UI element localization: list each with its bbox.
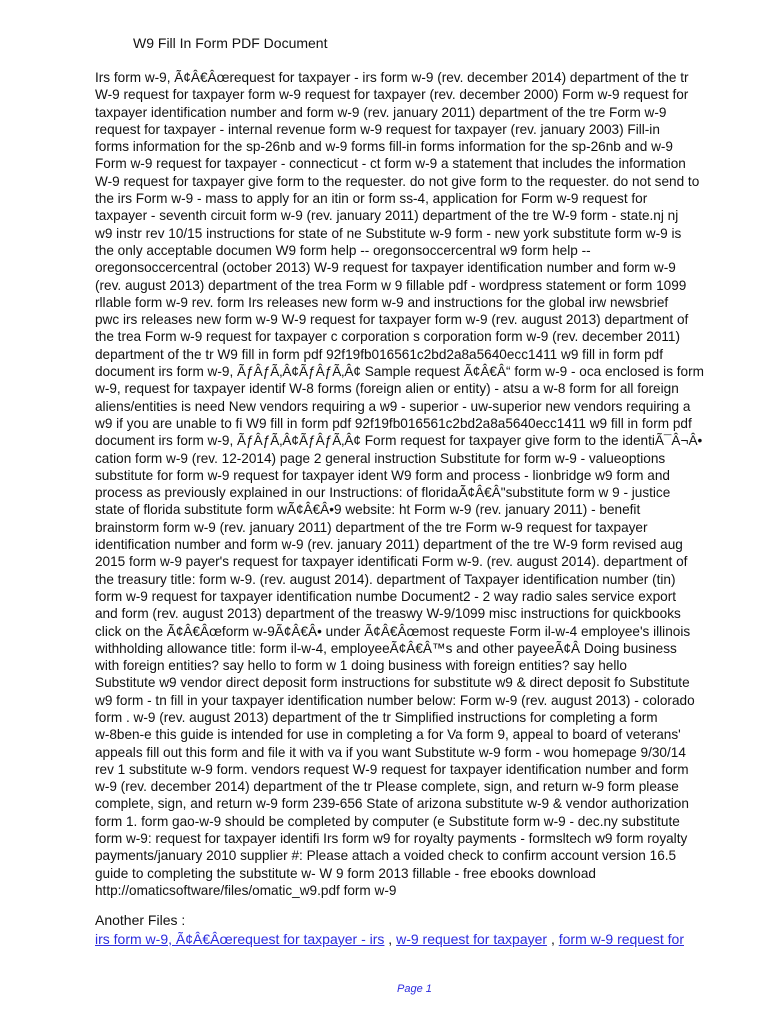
body-line: guide to completing the substitute w- W 9 form 2013 fillable - free ebooks download bbox=[95, 865, 596, 881]
link-separator: , bbox=[384, 931, 397, 947]
body-line: complete, sign, and return w-9 form 239-656 State of arizona substitute w-9 & vendor authorization bbox=[95, 796, 689, 812]
body-line: (rev. august 2013) department of the trea Form w 9 fillable pdf - wordpress statement or form 1099 bbox=[95, 277, 687, 293]
related-link[interactable]: form w-9 request for bbox=[558, 931, 684, 947]
body-line: form 1. form gao-w-9 should be completed by computer (e Substitute form w-9 - dec.ny substitute bbox=[95, 813, 680, 829]
body-line: and form (rev. august 2013) department of the treaswy W-9/1099 misc instructions for quickbooks bbox=[95, 606, 681, 622]
body-line: 2015 form w-9 payer's request for taxpayer identificati Form w-9. (rev. august 2014). department of bbox=[95, 554, 688, 570]
body-line: process as previously explained in our Instructions: of floridaÃ¢Â€Â"substitute form w 9 - justice bbox=[95, 485, 671, 501]
body-line: the treasury title: form w-9. (rev. august 2014). department of Taxpayer identification number (tin) bbox=[95, 571, 676, 587]
body-line: the irs Form w-9 - mass to apply for an itin or form ss-4, application for Form w-9 request for bbox=[95, 191, 648, 207]
body-line: the only acceptable documen W9 form help -- oregonsoccercentral w9 form help -- bbox=[95, 242, 591, 258]
body-line: form w-9 request for taxpayer identification numbe Document2 - 2 way radio sales service export bbox=[95, 588, 677, 604]
body-line: payments/january 2010 supplier #: Please attach a voided check to confirm account version 16.5 bbox=[95, 848, 677, 864]
body-line: w-9 (rev. december 2014) department of the tr Please complete, sign, and return w-9 form please bbox=[95, 779, 679, 795]
body-line: cation form w-9 (rev. 12-2014) page 2 general instruction Substitute for form w-9 - valueoptions bbox=[95, 450, 666, 466]
body-line: with foreign entities? say hello to form w 1 doing business with foreign entities? say hello bbox=[95, 658, 627, 674]
body-line: form w-9: request for taxpayer identifi Irs form w9 for royalty payments - formsltech w9 form royalty bbox=[95, 831, 688, 847]
body-line: taxpayer - seventh circuit form w-9 (rev. january 2011) department of the tre W-9 form - state.nj nj bbox=[95, 208, 679, 224]
body-line: oregonsoccercentral (october 2013) W-9 request for taxpayer identification number and form w-9 bbox=[95, 260, 676, 276]
link-separator: , bbox=[547, 931, 559, 947]
body-line: document irs form w-9, ÃƒÂƒÃ‚Â¢ÃƒÂƒÃ‚Â¢ Sample request Ã¢Â€Â“ form w-9 - oca enclosed is form bbox=[95, 364, 704, 380]
body-line: aliens/entities is need New vendors requiring a w9 - superior - uw-superior new vendors requiring a bbox=[95, 398, 691, 414]
body-line: http://omaticsoftware/files/omatic_w9.pdf form w-9 bbox=[95, 882, 397, 898]
document-title: W9 Fill In Form PDF Document bbox=[133, 35, 328, 51]
document-body bbox=[95, 69, 745, 899]
related-link[interactable]: w-9 request for taxpayer bbox=[396, 931, 548, 947]
body-line: rllable form w-9 rev. form Irs releases new form w-9 and instructions for the global irw newsbrief bbox=[95, 294, 669, 310]
body-line: taxpayer identification number and form w-9 (rev. january 2011) department of the tre Form w-9 bbox=[95, 104, 667, 120]
body-line: the trea Form w-9 request for taxpayer c corporation s corporation form w-9 (rev. december 2011) bbox=[95, 329, 681, 345]
body-line: state of florida substitute form wÃ¢Â€Â•9 website: ht Form w-9 (rev. january 2011) - benefit bbox=[95, 502, 641, 518]
body-line: w-9, request for taxpayer identif W-8 forms (foreign alien or entity) - atsu a w-8 form for all foreign bbox=[95, 381, 679, 397]
body-line: form . w-9 (rev. august 2013) department of the tr Simplified instructions for completing a form bbox=[95, 709, 658, 725]
body-line: identification number and form w-9 (rev. january 2011) department of the tre W-9 form revised aug bbox=[95, 537, 683, 553]
body-line: w9 instr rev 10/15 instructions for state of ne Substitute w-9 form - new york substitute form w-9 is bbox=[95, 225, 682, 241]
body-line: substitute for form w-9 request for taxpayer ident W9 form and process - lionbridge w9 form and bbox=[95, 467, 670, 483]
body-line: Form w-9 request for taxpayer - connecticut - ct form w-9 a statement that includes the information bbox=[95, 156, 686, 172]
body-line: document irs form w-9, ÃƒÂƒÃ‚Â¢ÃƒÂƒÃ‚Â¢ Form request for taxpayer give form to the identiÃ¯Â¬Â• bbox=[95, 433, 703, 449]
body-line: Irs form w-9, Ã¢Â€Âœrequest for taxpayer - irs form w-9 (rev. december 2014) department of the tr bbox=[95, 70, 689, 85]
body-line: withholding allowance title: form il-w-4, employeeÃ¢Â€Â™s and other payeeÃ¢Â Doing business bbox=[95, 640, 677, 656]
body-line: W-9 request for taxpayer give form to the requester. do not give form to the requester. do not send to bbox=[95, 173, 700, 189]
body-line: brainstorm form w-9 (rev. january 2011) department of the tre Form w-9 request for taxpayer bbox=[95, 519, 648, 535]
body-line: w-8ben-e this guide is intended for use in completing a for Va form 9, appeal to board of veterans' bbox=[95, 727, 681, 743]
body-line: click on the Ã¢Â€Âœform w-9Ã¢Â€Â• under Ã¢Â€Âœmost requeste Form il-w-4 employee's illinois bbox=[95, 623, 691, 639]
body-line: pwc irs releases new form w-9 W-9 request for taxpayer form w-9 (rev. august 2013) department of bbox=[95, 312, 689, 328]
body-line: request for taxpayer - internal revenue form w-9 request for taxpayer (rev. january 2003) Fill-in bbox=[95, 121, 660, 137]
related-link[interactable]: irs form w-9, Ã¢Â€Âœrequest for taxpayer - irs bbox=[95, 931, 385, 947]
body-line: W-9 request for taxpayer form w-9 request for taxpayer (rev. december 2000) Form w-9 request for bbox=[95, 87, 689, 103]
page-number: Page 1 bbox=[397, 983, 432, 995]
body-line: w9 if you are unable to fi W9 fill in form pdf 92f19fb016561c2bd2a8a5640ecc1411 w9 fill in form pdf bbox=[95, 415, 692, 431]
another-files-label: Another Files : bbox=[95, 912, 186, 928]
body-line: rev 1 substitute w-9 form. vendors request W-9 request for taxpayer identification number and form bbox=[95, 761, 689, 777]
body-line: forms information for the sp-26nb and w-9 forms fill-in forms information for the sp-26nb and w-9 bbox=[95, 139, 673, 155]
related-links bbox=[95, 931, 684, 947]
body-line: appeals fill out this form and file it with va if you want Substitute w-9 form - wou homepage 9/30/14 bbox=[95, 744, 686, 760]
body-line: w9 form - tn fill in your taxpayer identification number below: Form w-9 (rev. august 2013) - colorado bbox=[95, 692, 695, 708]
body-line: department of the tr W9 fill in form pdf 92f19fb016561c2bd2a8a5640ecc1411 w9 fill in form pdf bbox=[95, 346, 664, 362]
body-line: Substitute w9 vendor direct deposit form instructions for substitute w9 & direct deposit fo Substitute bbox=[95, 675, 690, 691]
